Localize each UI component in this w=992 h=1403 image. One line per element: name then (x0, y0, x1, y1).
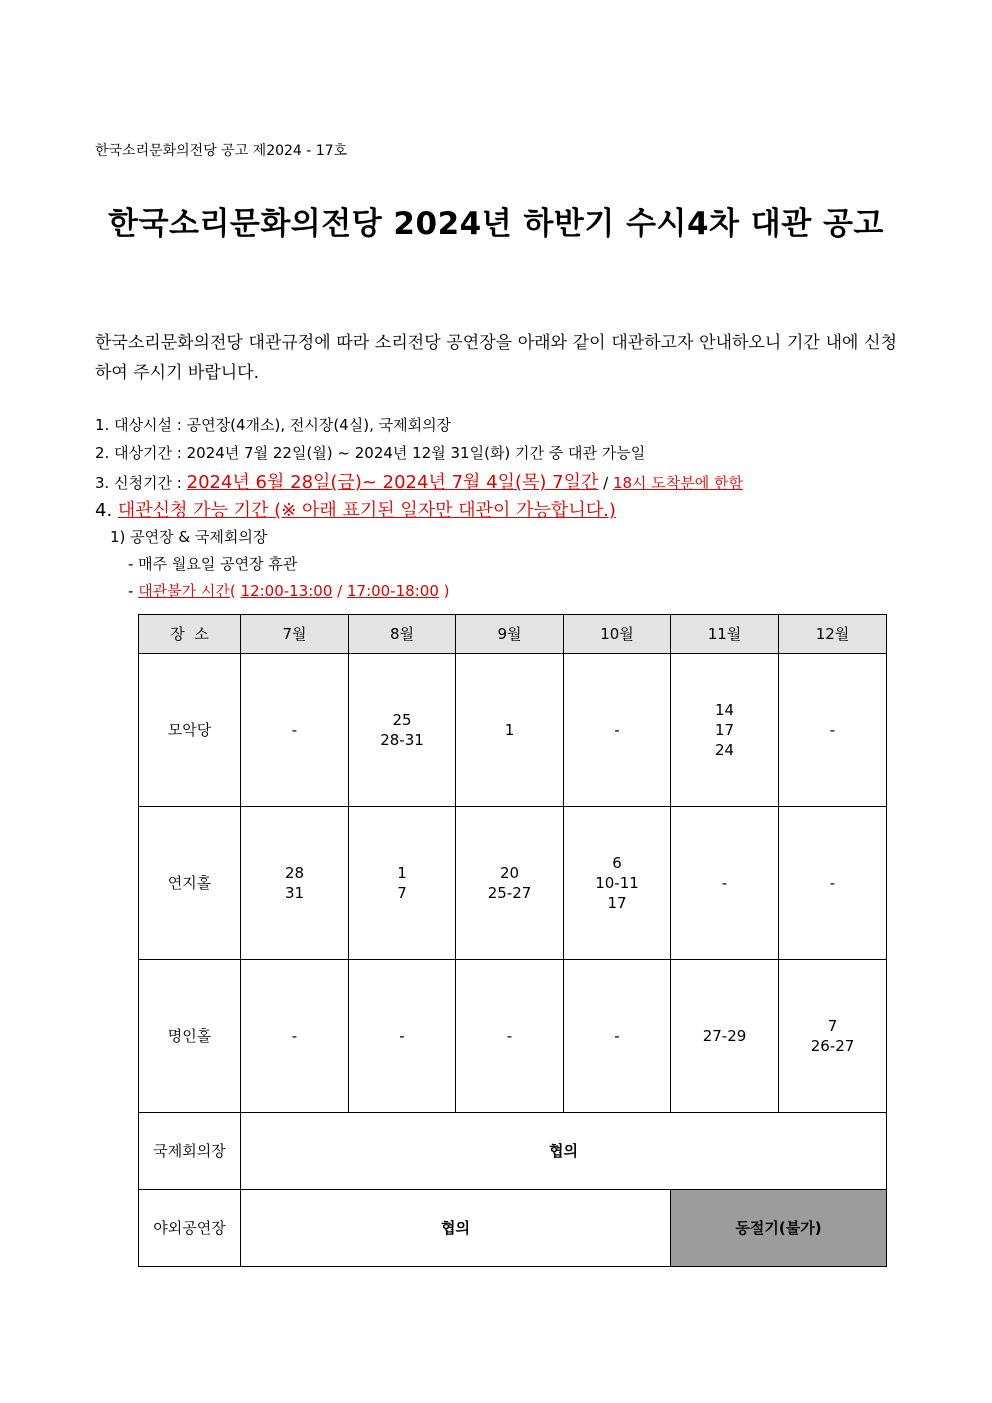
date-value: 7 (397, 884, 407, 902)
table-header-row (139, 615, 887, 654)
date-value: - (291, 1027, 298, 1045)
date-cell (671, 807, 779, 960)
date-value: 26-27 (810, 1037, 855, 1055)
notice-number: 한국소리문화의전당 공고 제2024 - 17호 (95, 143, 348, 159)
date-cell (241, 807, 349, 960)
date-value: 10-11 (595, 874, 639, 892)
item-available-period (95, 496, 616, 522)
paren-open: ( (229, 582, 241, 600)
outdoor-value: 협의 (241, 1190, 671, 1267)
table-row (139, 1113, 887, 1190)
date-cell (241, 654, 349, 807)
date-cell (671, 654, 779, 807)
venue-name: 명인홀 (139, 960, 241, 1113)
item-facilities: 1. 대상시설 : 공연장(4개소), 전시장(4실), 국제회의장 (95, 416, 452, 434)
item-application-period (95, 468, 743, 494)
date-cell (456, 807, 564, 960)
schedule-table (138, 614, 887, 1267)
date-value: - (614, 721, 620, 739)
venue-name: 연지홀 (139, 807, 241, 960)
item3-label: 3. 신청기간 : (95, 474, 187, 492)
date-value: - (829, 874, 836, 892)
table-row (139, 807, 887, 960)
date-cell (779, 654, 887, 807)
date-cell (241, 960, 349, 1113)
date-value: 1 (397, 864, 407, 882)
intro-paragraph: 한국소리문화의전당 대관규정에 따라 소리전당 공연장을 아래와 같이 대관하고자 안내하오니 기간 내에 신청하여 주시기 바랍니다. (95, 333, 897, 383)
paren-close: ) (438, 582, 450, 600)
sub-unavailable-hours (128, 580, 450, 601)
sub-monday-closed: - 매주 월요일 공연장 휴관 (128, 555, 298, 573)
header-month: 9월 (456, 615, 564, 654)
table-row (139, 654, 887, 807)
header-venue: 장 소 (139, 615, 241, 654)
header-month: 8월 (349, 615, 456, 654)
item3-separator: / (598, 474, 613, 492)
date-value: 6 (612, 854, 622, 872)
date-cell (456, 960, 564, 1113)
date-value: 14 (714, 701, 735, 719)
date-value: - (399, 1027, 405, 1045)
date-cell (671, 960, 779, 1113)
available-period-note: 대관신청 가능 기간 (※ 아래 표기된 일자만 대관이 가능합니다.) (117, 500, 616, 521)
date-cell (564, 654, 671, 807)
date-value: 17 (607, 894, 627, 912)
header-month: 7월 (241, 615, 349, 654)
table-row (139, 960, 887, 1113)
application-period: 2024년 6월 28일(금)~ 2024년 7월 4일(목) 7일간 (186, 472, 599, 493)
date-cell (564, 960, 671, 1113)
date-cell (456, 654, 564, 807)
date-value: 17 (714, 721, 735, 739)
unavailable-time-2: 17:00-18:00 (347, 582, 439, 600)
date-cell (779, 807, 887, 960)
time-separator: / (332, 582, 347, 600)
date-cell (349, 654, 456, 807)
header-month: 12월 (779, 615, 887, 654)
date-cell (349, 960, 456, 1113)
date-value: - (829, 721, 836, 739)
date-value: - (614, 1027, 620, 1045)
date-value: - (291, 721, 298, 739)
venue-name: 국제회의장 (139, 1113, 241, 1190)
date-value: 28-31 (380, 731, 424, 749)
date-value: 27-29 (702, 1027, 747, 1045)
table-row (139, 1190, 887, 1267)
venue-name: 모악당 (139, 654, 241, 807)
date-value: - (506, 1027, 513, 1045)
item4-label: 4. (95, 500, 118, 521)
date-value: 25 (392, 711, 412, 729)
conference-value: 협의 (241, 1113, 887, 1190)
sub-venues: 1) 공연장 & 국제회의장 (110, 528, 268, 546)
date-value: 1 (504, 721, 515, 739)
page-title: 한국소리문화의전당 2024년 하반기 수시4차 대관 공고 (108, 206, 884, 242)
date-value: 25-27 (487, 884, 532, 902)
sub3-dash: - (128, 582, 139, 600)
date-cell (779, 960, 887, 1113)
date-value: 28 (284, 864, 305, 882)
item-target-period: 2. 대상기간 : 2024년 7월 22일(월) ~ 2024년 12월 31일(화) 기간 중 대관 가능일 (95, 444, 646, 462)
unavailable-label: 대관불가 시간 (138, 582, 230, 600)
venue-name: 야외공연장 (139, 1190, 241, 1267)
date-cell (349, 807, 456, 960)
date-value: - (721, 874, 728, 892)
date-value: 31 (284, 884, 305, 902)
deadline-note: 18시 도착분에 한함 (612, 474, 744, 492)
date-cell (564, 807, 671, 960)
outdoor-winter-value: 동절기(불가) (671, 1190, 887, 1267)
date-value: 20 (499, 864, 520, 882)
header-month: 11월 (671, 615, 779, 654)
header-month: 10월 (564, 615, 671, 654)
unavailable-time-1: 12:00-13:00 (240, 582, 333, 600)
date-value: 7 (827, 1017, 838, 1035)
date-value: 24 (714, 741, 735, 759)
